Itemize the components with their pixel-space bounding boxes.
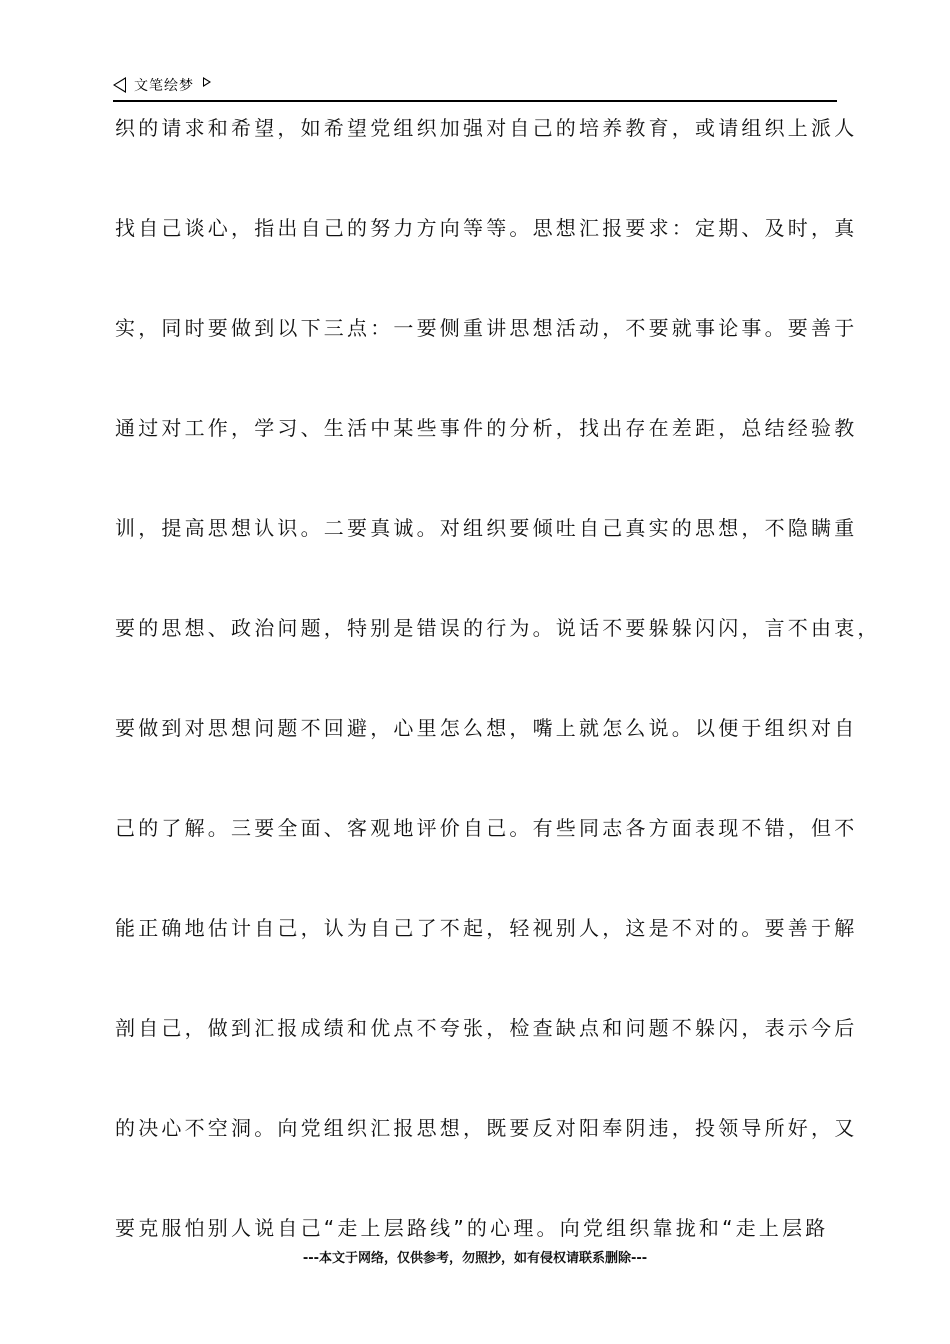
page-footer-disclaimer: ---本文于网络，仅供参考，勿照抄，如有侵权请联系删除---	[302, 1251, 648, 1266]
text-line: 要的思想、政治问题，特别是错误的行为。说话不要躲躲闪闪，言不由衷，	[115, 616, 881, 640]
header-brand-group	[113, 72, 211, 98]
brand-name: 文笔绘梦	[134, 78, 194, 94]
text-line: 要克服怕别人说自己“走上层路线”的心理。向党组织靠拢和“走上层路	[115, 1216, 829, 1240]
text-line: 己的了解。三要全面、客观地评价自己。有些同志各方面表现不错，但不	[115, 816, 858, 840]
triangle-left-icon	[113, 77, 126, 93]
triangle-right-icon	[203, 77, 211, 87]
text-line: 通过对工作，学习、生活中某些事件的分析，找出存在差距，总结经验教	[115, 416, 858, 440]
text-line: 剖自己，做到汇报成绩和优点不夸张，检查缺点和问题不躲闪，表示今后	[115, 1016, 858, 1040]
text-line: 找自己谈心，指出自己的努力方向等等。思想汇报要求：定期、及时，真	[115, 216, 858, 240]
text-line: 要做到对思想问题不回避，心里怎么想，嘴上就怎么说。以便于组织对自	[115, 716, 858, 740]
text-line: 实，同时要做到以下三点：一要侧重讲思想活动，不要就事论事。要善于	[115, 316, 858, 340]
text-line: 织的请求和希望，如希望党组织加强对自己的培养教育，或请组织上派人	[115, 116, 858, 140]
text-line: 的决心不空洞。向党组织汇报思想，既要反对阳奉阴违，投领导所好，又	[115, 1116, 858, 1140]
text-line: 训，提高思想认识。二要真诚。对组织要倾吐自己真实的思想，不隐瞒重	[115, 516, 858, 540]
page-header	[113, 72, 837, 102]
text-line: 能正确地估计自己，认为自己了不起，轻视别人，这是不对的。要善于解	[115, 916, 858, 940]
document-body	[115, 108, 881, 1308]
